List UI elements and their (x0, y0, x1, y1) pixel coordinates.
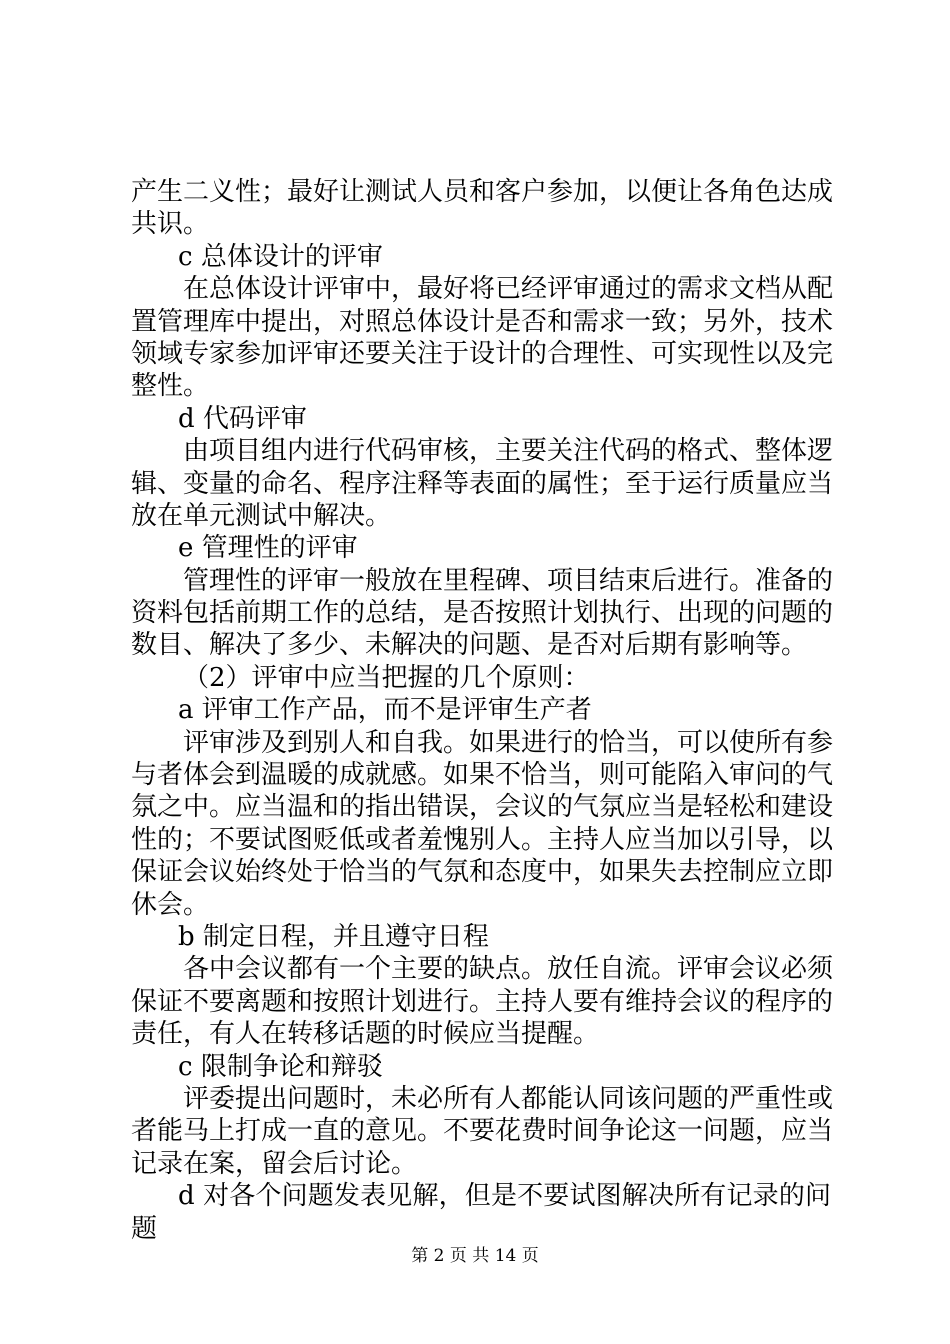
section-heading: c 限制争论和辩驳 (178, 1051, 383, 1082)
section-heading: d 对各个问题发表见解，但是不要试图解决所有记录的问 (178, 1181, 831, 1212)
text-line: 责任，有人在转移话题的时候应当提醒。 (131, 1019, 600, 1050)
text-line: 共识。 (131, 209, 210, 240)
text-line: 产生二义性；最好让测试人员和客户参加，以便让各角色达成 (131, 177, 834, 207)
text-line: 各中会议都有一个主要的缺点。放任自流。评审会议必须 (183, 954, 834, 985)
text-line: 置管理库中提出，对照总体设计是否和需求一致；另外，技术 (131, 306, 834, 337)
text-line: 领域专家参加评审还要关注于设计的合理性、可实现性以及完 (131, 338, 834, 369)
text-line: 休会。 (131, 889, 210, 920)
text-line: 放在单元测试中解决。 (131, 500, 392, 531)
text-line: 辑、变量的命名、程序注释等表面的属性；至于运行质量应当 (131, 468, 834, 499)
text-line: 管理性的评审一般放在里程碑、项目结束后进行。准备的 (183, 565, 834, 596)
text-line: 由项目组内进行代码审核，主要关注代码的格式、整体逻 (183, 436, 834, 467)
section-heading: c 总体设计的评审 (178, 241, 383, 272)
section-heading: b 制定日程，并且遵守日程 (178, 921, 489, 952)
section-heading: d 代码评审 (178, 403, 307, 434)
text-line: 整性。 (131, 371, 210, 402)
text-line: 保证不要离题和按照计划进行。主持人要有维持会议的程序的 (131, 986, 834, 1017)
text-line: 与者体会到温暖的成就感。如果不恰当，则可能陷入审问的气 (131, 760, 834, 791)
text-line: 者能马上打成一直的意见。不要花费时间争论这一问题，应当 (131, 1116, 834, 1147)
document-body (131, 176, 834, 1245)
text-line: 氛之中。应当温和的指出错误，会议的气氛应当是轻松和建设 (131, 792, 834, 823)
text-line: 记录在案，留会后讨论。 (131, 1148, 418, 1179)
text-line: 数目、解决了多少、未解决的问题、是否对后期有影响等。 (131, 630, 808, 661)
text-line: 资料包括前期工作的总结，是否按照计划执行、出现的问题的 (131, 598, 834, 629)
section-heading: e 管理性的评审 (178, 533, 358, 564)
text-line: 保证会议始终处于恰当的气氛和态度中，如果失去控制应立即 (131, 857, 834, 888)
text-line: 评审涉及到别人和自我。如果进行的恰当，可以使所有参 (183, 727, 834, 758)
text-line: 评委提出问题时，未必所有人都能认同该问题的严重性或 (183, 1083, 834, 1114)
text-line: 题 (131, 1213, 158, 1244)
subsection-heading: （2）评审中应当把握的几个原则： (183, 662, 590, 693)
text-line: 性的；不要试图贬低或者羞愧别人。主持人应当加以引导，以 (131, 824, 834, 855)
page-number-footer: 第 2 页 共 14 页 (411, 1246, 539, 1266)
section-heading: a 评审工作产品，而不是评审生产者 (178, 695, 592, 726)
text-line: 在总体设计评审中，最好将已经评审通过的需求文档从配 (183, 274, 834, 305)
